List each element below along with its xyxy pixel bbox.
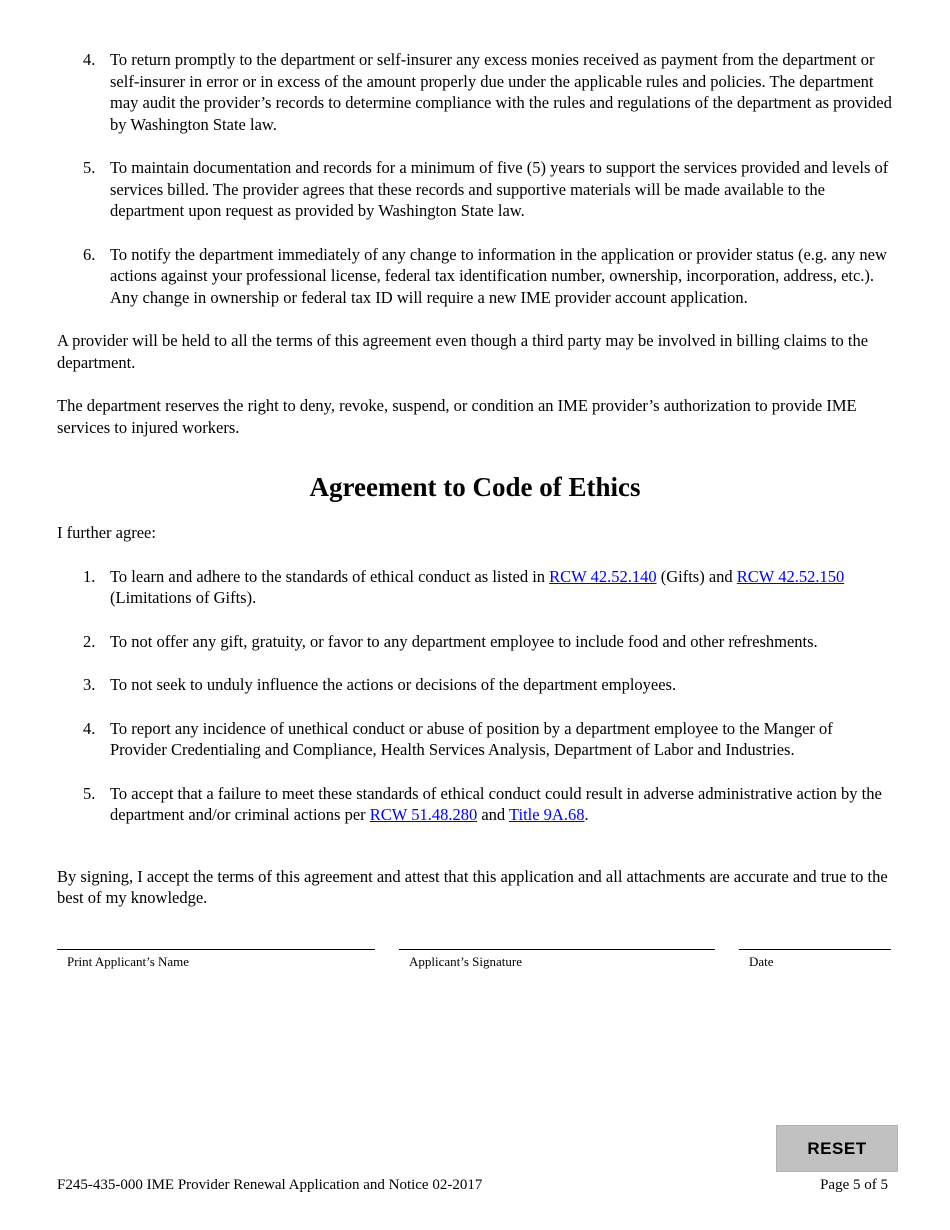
text-segment: (Gifts) and — [656, 566, 737, 586]
footer-document-id: F245-435-000 IME Provider Renewal Application and Notice 02-2017 — [57, 1177, 483, 1193]
list-item-number: 3. — [83, 675, 96, 694]
signing-statement: By signing, I accept the terms of this agreement and attest that this application and all attachments are accurate and true to the best of my knowledge. — [57, 866, 888, 907]
page-footer — [57, 1176, 888, 1195]
link-title-9a-68[interactable]: Title 9A.68 — [508, 805, 585, 824]
ethics-item-4 — [57, 718, 893, 761]
text-segment: To accept that a failure to meet these standards of ethical conduct could result in adverse administrative action by the department and/or criminal actions per — [110, 783, 882, 824]
link-rcw-51-48-280[interactable]: RCW 51.48.280 — [369, 805, 478, 824]
terms-list-item-5 — [57, 157, 893, 222]
list-item-text: To notify the department immediately of any change to information in the application or provider status (e.g. any new actions against your professional license, federal tax identification number, ownership, incorporation, address, etc.). Any change in ownership or federal tax ID will require a new IME provider account application. — [110, 244, 887, 307]
list-item-text — [110, 566, 893, 609]
ethics-item-2 — [57, 631, 893, 653]
text-segment: . — [584, 805, 589, 824]
link-rcw-42-52-140[interactable]: RCW 42.52.140 — [549, 566, 657, 586]
list-item-text — [110, 783, 893, 826]
ethics-item-5 — [57, 783, 893, 826]
text-segment: (Limitations of Gifts). — [110, 588, 257, 607]
ethics-intro: I further agree: — [57, 523, 156, 542]
list-item-text: To maintain documentation and records for a minimum of five (5) years to support the services provided and levels of services billed. The provider agrees that these records and supportive materials will be made available to the department upon request as provided by Washington State law. — [110, 158, 889, 220]
signature-field-print-name — [57, 949, 375, 970]
footer-page-number: Page 5 of 5 — [820, 1177, 888, 1193]
text-segment: To learn and adhere to the standards of ethical conduct as listed in — [110, 566, 550, 586]
page-content — [57, 49, 893, 970]
list-item-number: 4. — [83, 50, 96, 69]
list-item-text: To report any incidence of unethical conduct or abuse of position by a department employee to the Manger of Provider Credentialing and Compliance, Health Services Analysis, Department of Labor and Industries. — [110, 718, 833, 759]
list-item-number: 5. — [83, 158, 96, 177]
list-item-text: To not seek to unduly influence the actions or decisions of the department employees. — [110, 675, 677, 694]
signature-field-signature — [399, 949, 715, 970]
list-item-number: 5. — [83, 783, 96, 803]
text-segment: and — [477, 805, 509, 824]
signature-field-label: Applicant’s Signature — [409, 953, 523, 969]
signature-field-date — [739, 949, 891, 970]
paragraph-reserves-right: The department reserves the right to deny, revoke, suspend, or condition an IME provider’s authorization to provide IME services to injured workers. — [57, 396, 857, 437]
list-item-number: 6. — [83, 244, 96, 264]
reset-button[interactable]: RESET — [776, 1125, 898, 1172]
terms-list-item-4 — [57, 49, 893, 135]
signature-field-label: Date — [749, 953, 774, 969]
ethics-item-3 — [57, 674, 893, 696]
ethics-heading: Agreement to Code of Ethics — [309, 472, 641, 502]
list-item-number: 2. — [83, 631, 96, 651]
signature-section — [57, 949, 893, 970]
list-item-text: To return promptly to the department or self-insurer any excess monies received as payment from the department or self-insurer in error or in excess of the amount properly due under the applicable rules and policies. The department may audit the provider’s records to determine compliance with the rules and regulations of the department as provided by Washington State law. — [110, 50, 892, 134]
terms-list-item-6 — [57, 244, 893, 309]
list-item-number: 4. — [83, 718, 96, 738]
paragraph-third-party: A provider will be held to all the terms of this agreement even though a third party may be involved in billing claims to the department. — [57, 331, 869, 372]
link-rcw-42-52-150[interactable]: RCW 42.52.150 — [736, 566, 845, 586]
list-item-text: To not offer any gift, gratuity, or favor to any department employee to include food and other refreshments. — [110, 631, 818, 651]
ethics-item-1 — [57, 566, 893, 609]
signature-field-label: Print Applicant’s Name — [67, 953, 190, 969]
list-item-number: 1. — [83, 566, 96, 586]
